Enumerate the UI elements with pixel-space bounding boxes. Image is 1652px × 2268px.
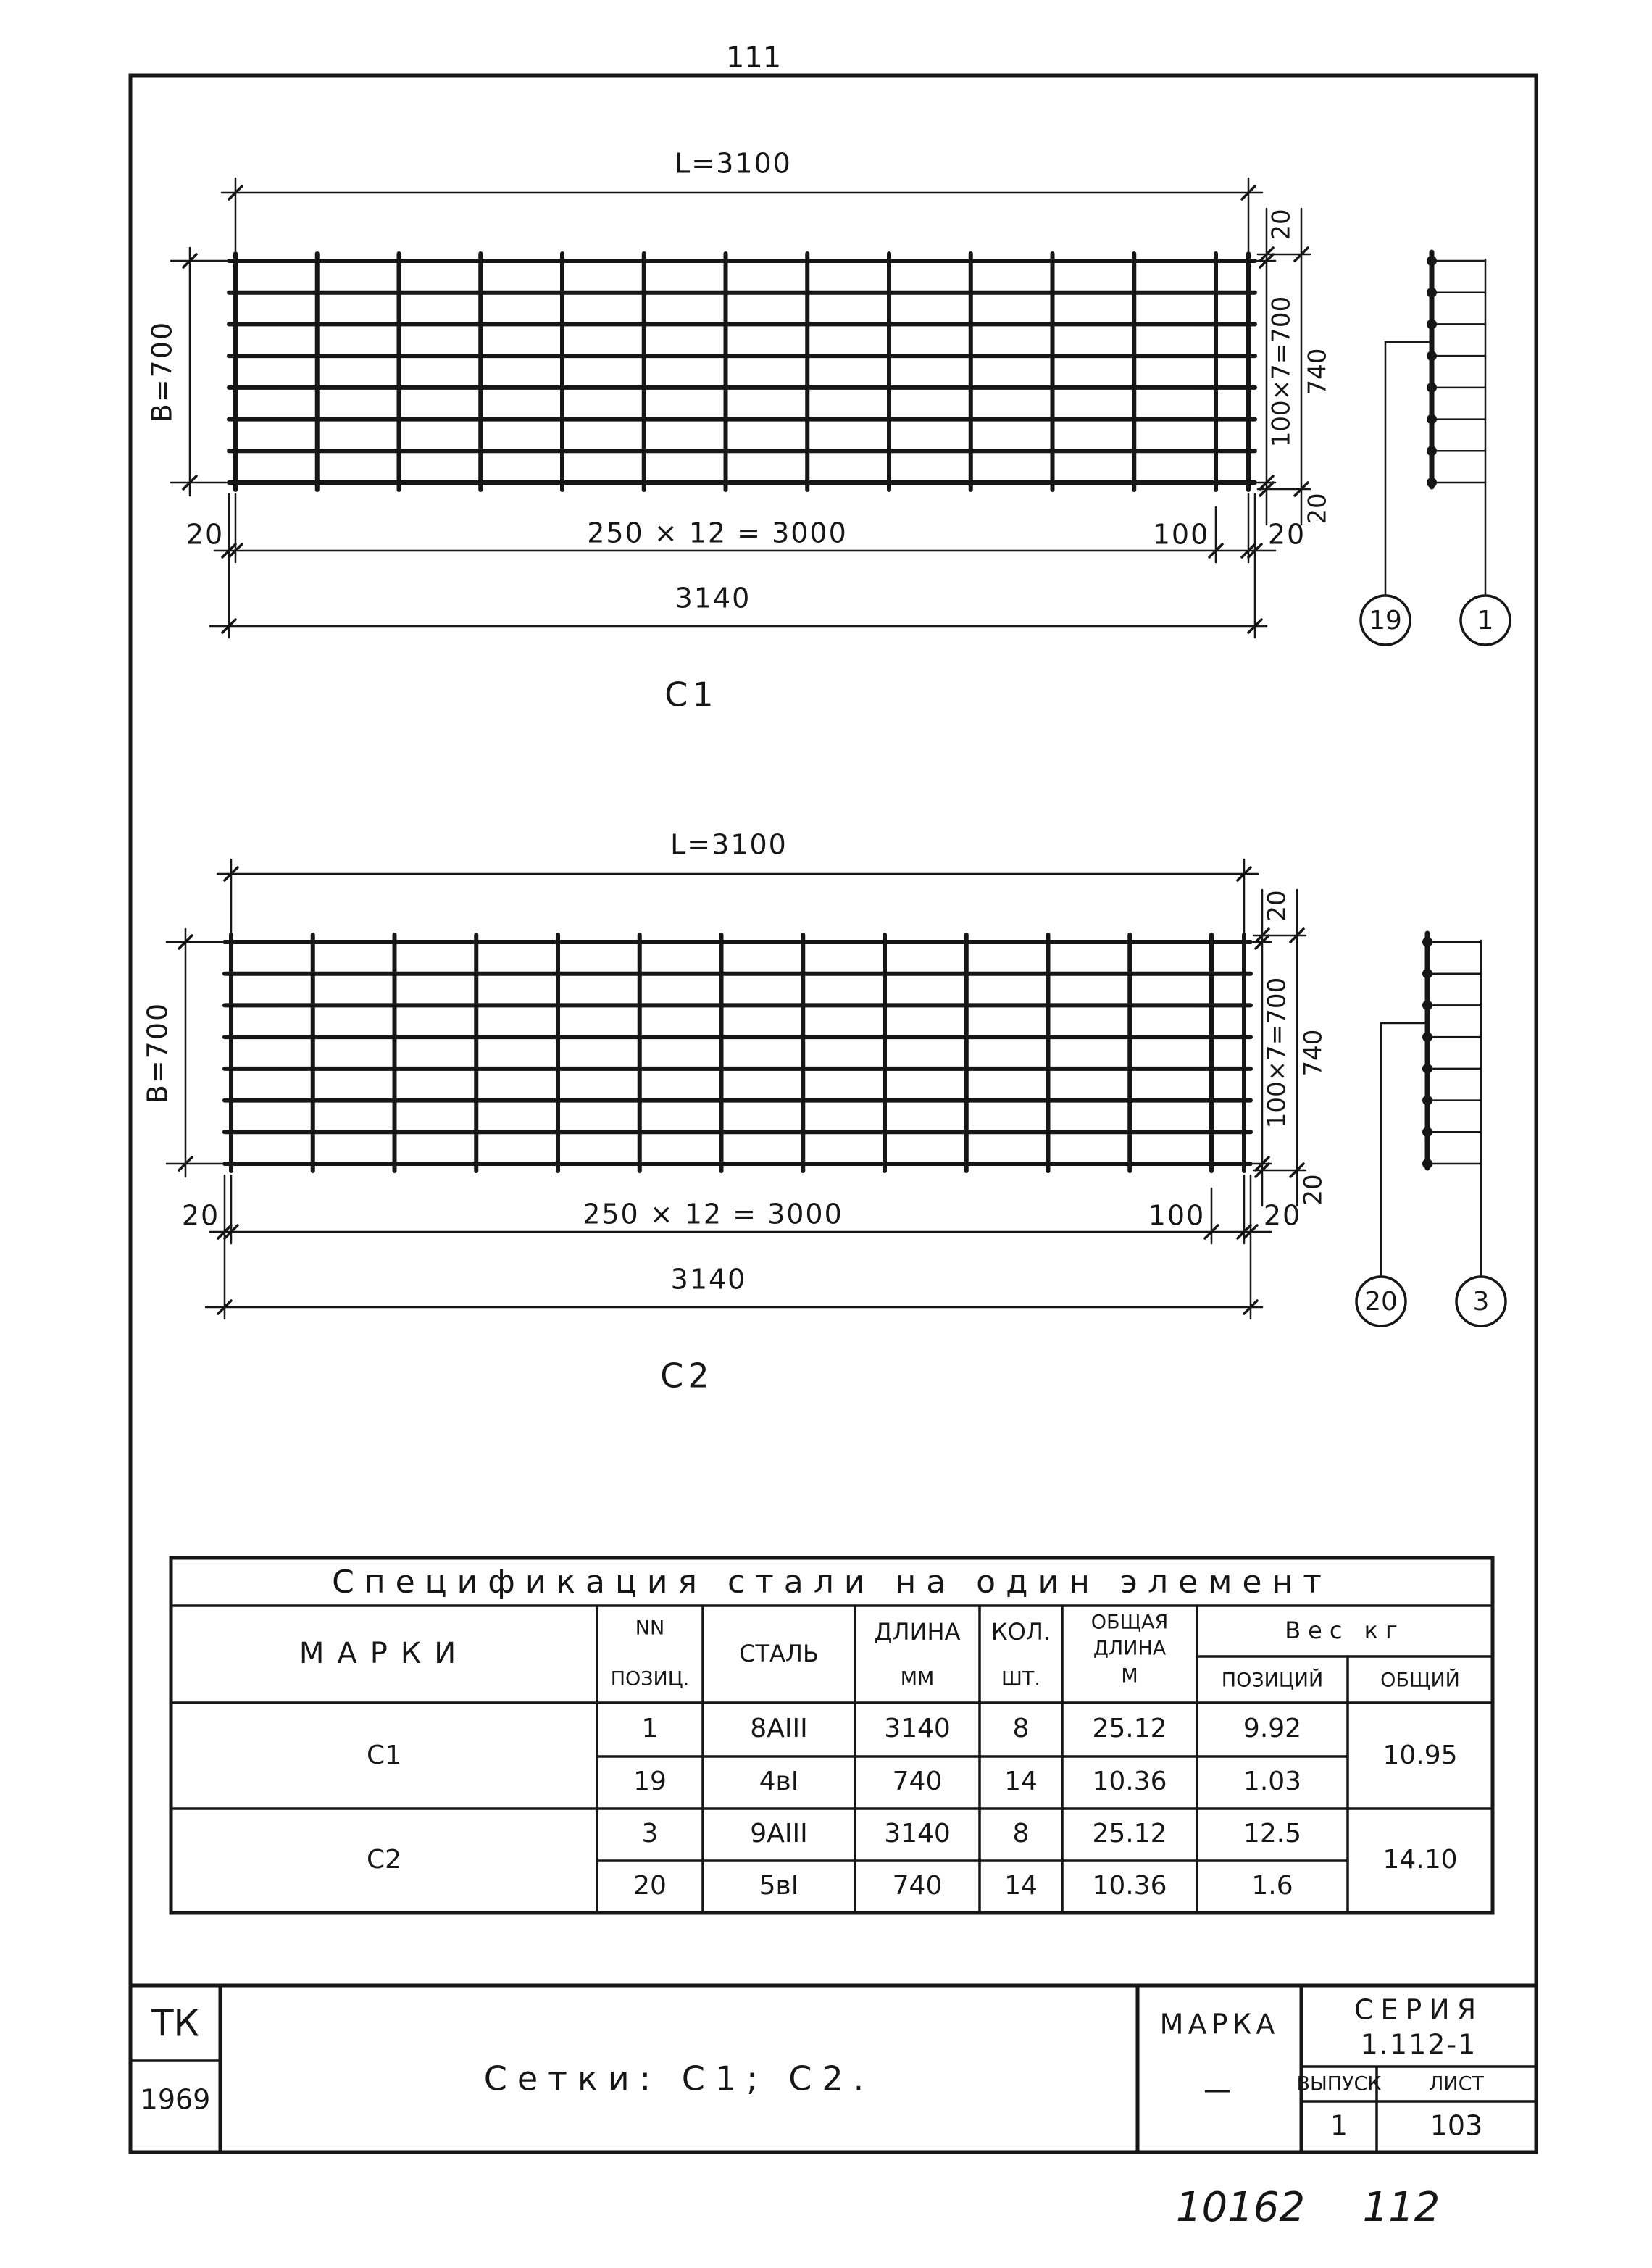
header-position-line1: NN [635,1617,665,1640]
mesh-label: С2 [660,1356,714,1396]
bottom-end-label: 20 [1303,493,1332,525]
bar-section-dot [1422,1032,1432,1042]
total-weight-cell: 14.10 [1382,1845,1458,1875]
mark-value: — [1203,2073,1235,2106]
mark-cell: С2 [366,1845,402,1875]
mesh-label: С1 [664,675,718,714]
header-weight-position: ПОЗИЦИЙ [1221,1669,1324,1692]
width-label: B=700 [146,320,178,423]
bar-section-dot [1427,351,1437,361]
sheet-value: 103 [1430,2109,1483,2142]
bar-section-dot [1422,1096,1432,1106]
bar-section-dot [1422,1127,1432,1137]
top-end-label: 20 [1262,890,1292,922]
total-length-cell: 25.12 [1092,1819,1167,1848]
series-value: 1.112-1 [1360,2028,1477,2061]
header-marks: МАРКИ [299,1637,470,1670]
sheet-top-number: 111 [725,41,782,75]
weight-cell: 9.92 [1243,1714,1302,1743]
count-cell: 14 [1004,1871,1038,1901]
header-weight: Вес кг [1285,1617,1405,1644]
bar-section-dot [1422,1064,1432,1074]
position-cell: 3 [641,1819,659,1848]
steel-cell: 4вI [759,1767,799,1796]
steel-cell: 9АIII [750,1819,808,1848]
steel-cell: 8АIII [750,1714,808,1743]
organization-code: ТК [151,2002,200,2045]
bar-spacing-label: 100×7=700 [1267,296,1296,448]
header-position-line2: ПОЗИЦ. [610,1667,690,1690]
bar-section-dot [1427,383,1437,393]
left-end-label: 20 [181,1199,220,1232]
header-weight-total: ОБЩИЙ [1380,1669,1460,1692]
page-number: 112 [1362,2184,1440,2232]
archive-number: 10162 [1175,2184,1306,2232]
position-callout-label: 3 [1472,1287,1490,1317]
weight-cell: 1.6 [1251,1871,1293,1901]
bottom-end-label: 20 [1298,1174,1328,1206]
spacing-label: 250 × 12 = 3000 [583,1198,843,1230]
bar-section-dot [1422,1000,1432,1010]
drawing-title: Сетки: С1; С2. [483,2059,875,2098]
issue-label: ВЫПУСК [1296,2072,1382,2096]
issue-value: 1 [1330,2109,1348,2142]
steel-cell: 5вI [759,1871,799,1901]
last-step-label: 100 [1148,1199,1206,1232]
header-length-line2: ММ [900,1667,935,1690]
header-total-length-line2: ДЛИНА [1093,1637,1167,1660]
left-end-label: 20 [185,518,225,551]
length-cell: 3140 [884,1819,951,1848]
length-cell: 740 [892,1871,943,1901]
overall-width-label: 740 [1298,1029,1328,1077]
bar-section-dot [1427,478,1437,488]
series-label: СЕРИЯ [1353,1993,1484,2026]
weight-cell: 1.03 [1243,1767,1302,1796]
mark-cell: С1 [366,1740,402,1770]
count-cell: 14 [1004,1767,1038,1796]
header-count-line2: ШТ. [1001,1667,1040,1690]
length-cell: 740 [892,1767,943,1796]
length-label: L=3100 [670,828,788,861]
total-length-cell: 10.36 [1092,1871,1167,1901]
total-length-cell: 10.36 [1092,1767,1167,1796]
bar-section-dot [1427,319,1437,329]
position-cell: 19 [633,1767,667,1796]
total-weight-cell: 10.95 [1382,1740,1458,1770]
count-cell: 8 [1012,1714,1030,1743]
header-steel: СТАЛЬ [739,1640,819,1667]
overall-length-label: 3140 [670,1263,747,1296]
header-length-line1: ДЛИНА [874,1618,961,1646]
sheet-label: ЛИСТ [1429,2072,1484,2096]
mark-label: МАРКА [1159,2008,1280,2040]
top-end-label: 20 [1267,209,1296,241]
count-cell: 8 [1012,1819,1030,1848]
bar-section-dot [1422,969,1432,979]
drawing-year: 1969 [140,2083,211,2116]
bar-section-dot [1427,414,1437,425]
right-end-label: 20 [1267,518,1306,551]
table-title: Спецификация стали на один элемент [332,1564,1332,1601]
bar-spacing-label: 100×7=700 [1262,977,1292,1129]
overall-length-label: 3140 [675,582,751,614]
position-callout-label: 1 [1477,606,1494,635]
weight-cell: 12.5 [1243,1819,1302,1848]
bar-section-dot [1422,1159,1432,1169]
total-length-cell: 25.12 [1092,1714,1167,1743]
bar-section-dot [1427,256,1437,266]
header-total-length-line1: ОБЩАЯ [1090,1611,1169,1634]
bar-section-dot [1427,446,1437,456]
position-callout-label: 19 [1369,606,1402,635]
right-end-label: 20 [1263,1199,1302,1232]
position-callout-label: 20 [1364,1287,1398,1317]
header-total-length-line3: М [1121,1664,1138,1688]
position-cell: 1 [641,1714,659,1743]
length-cell: 3140 [884,1714,951,1743]
last-step-label: 100 [1152,518,1210,551]
spacing-label: 250 × 12 = 3000 [587,517,848,549]
position-cell: 20 [633,1871,667,1901]
length-label: L=3100 [675,147,792,180]
bar-section-dot [1422,937,1432,947]
bar-section-dot [1427,288,1437,298]
overall-width-label: 740 [1303,348,1332,396]
header-count-line1: КОЛ. [990,1618,1051,1646]
width-label: B=700 [141,1001,174,1104]
